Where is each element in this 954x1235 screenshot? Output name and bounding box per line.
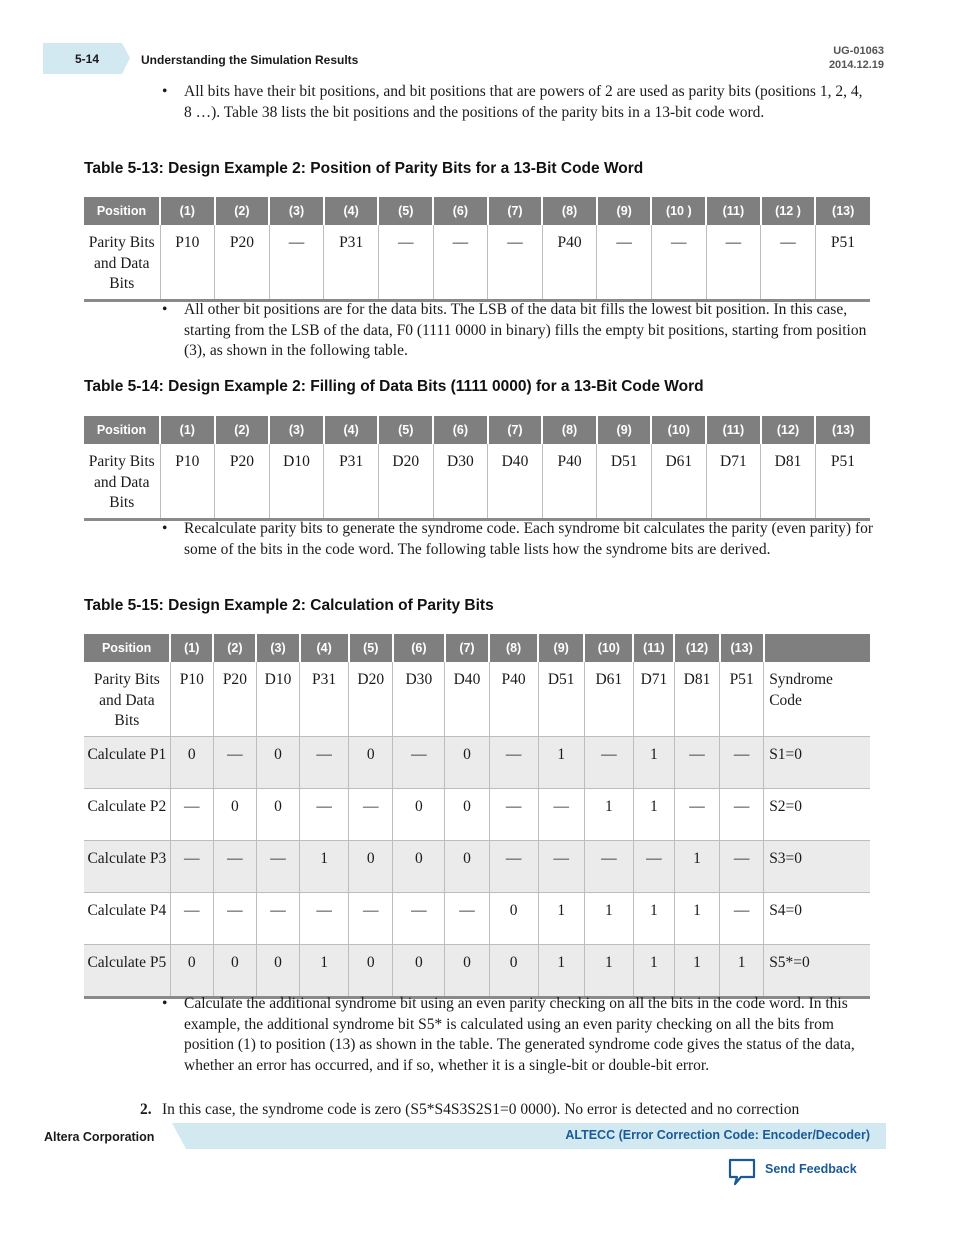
column-header: (12 ) <box>761 197 816 225</box>
bit-cell <box>349 662 393 736</box>
bit-cell: 0 <box>445 788 489 840</box>
bit-cell <box>445 662 489 736</box>
column-header: (9) <box>597 197 652 225</box>
column-header: (5) <box>349 634 393 662</box>
bit-value: 0 <box>424 671 433 688</box>
column-header: (12) <box>761 416 816 444</box>
bit-cell <box>597 444 652 519</box>
column-header: Position <box>84 634 170 662</box>
bit-name: P1 <box>175 234 192 251</box>
bit-value: 1 <box>745 671 754 688</box>
bit-cell <box>433 225 488 300</box>
column-header: (13) <box>815 197 870 225</box>
column-header: (3) <box>269 416 324 444</box>
column-header: (7) <box>445 634 489 662</box>
bit-name: P5 <box>830 453 848 470</box>
bit-name: D7 <box>720 453 739 470</box>
bit-name: P3 <box>339 234 356 251</box>
bit-cell: — <box>633 840 674 892</box>
bit-name: P4 <box>557 453 574 470</box>
bit-name: — <box>288 234 305 251</box>
bit-cell: — <box>445 892 489 944</box>
syndrome-value: S1=0 <box>764 736 870 788</box>
bit-cell: — <box>170 892 213 944</box>
bit-cell: 1 <box>720 944 764 997</box>
bit-cell <box>160 225 215 300</box>
table-5-15-caption: Table 5-15: Design Example 2: Calculation of Parity Bits <box>84 597 494 614</box>
bit-cell: 1 <box>633 788 674 840</box>
column-header: (7) <box>488 416 543 444</box>
bit-value: 1 <box>614 671 623 688</box>
bit-name: D1 <box>283 453 303 470</box>
table-row <box>84 944 870 997</box>
bit-value: 1 <box>847 234 855 251</box>
bit-value: 0 <box>465 453 474 470</box>
bit-name: D4 <box>453 671 473 688</box>
bit-cell: — <box>538 788 584 840</box>
bit-cell: 0 <box>445 736 489 788</box>
bit-value: 0 <box>191 234 200 251</box>
bit-cell <box>542 444 597 519</box>
bit-cell: — <box>393 736 445 788</box>
bit-value: 1 <box>684 453 693 470</box>
bit-name: D7 <box>640 671 660 688</box>
column-header: (9) <box>538 634 584 662</box>
bit-cell <box>815 225 870 300</box>
bit-cell <box>542 225 597 300</box>
column-header: (10 ) <box>651 197 706 225</box>
bit-cell: 0 <box>256 944 299 997</box>
bullet-data-bits: • All other bit positions are for the data bits. The LSB of the data bit fills the lowest bit position. In this case, starting from the LSB of the data, F0 (1111 0000 in binary) fills the empty bit positions, starting from position (3), as shown in the following table. <box>184 300 874 362</box>
bit-cell: 0 <box>213 944 256 997</box>
column-header: (11) <box>633 634 674 662</box>
bit-value: 0 <box>196 671 204 688</box>
speech-bubble-icon[interactable] <box>727 1157 757 1187</box>
document-date: 2014.12.19 <box>828 59 884 71</box>
bit-name: D3 <box>447 453 466 470</box>
row-label: Calculate P4 <box>84 892 170 944</box>
bit-value: 0 <box>517 671 526 688</box>
column-header: (1) <box>170 634 213 662</box>
bit-name: P1 <box>175 453 192 470</box>
bit-cell: 1 <box>633 736 674 788</box>
bit-value: 1 <box>702 671 711 688</box>
bit-name: D3 <box>405 671 425 688</box>
bit-cell: — <box>538 840 584 892</box>
bit-cell: — <box>674 736 719 788</box>
bit-cell <box>761 225 816 300</box>
bit-cell: — <box>720 736 764 788</box>
bit-cell: 0 <box>349 736 393 788</box>
column-header: (11) <box>706 416 761 444</box>
bit-value: 1 <box>793 453 802 470</box>
column-header: Position <box>84 197 160 225</box>
bit-cell <box>651 444 706 519</box>
bit-cell: 0 <box>393 944 445 997</box>
bit-name: D6 <box>595 671 615 688</box>
bit-cell <box>300 662 349 736</box>
bit-value: 0 <box>239 671 247 688</box>
table-5-14 <box>84 416 870 521</box>
bit-cell: 0 <box>393 840 445 892</box>
step-2 <box>140 1100 882 1121</box>
bit-cell <box>433 444 488 519</box>
bit-cell <box>706 444 761 519</box>
table-5-13 <box>84 197 870 302</box>
document-id: UG-01063 <box>833 45 884 57</box>
column-header: (5) <box>378 416 433 444</box>
bit-cell: 0 <box>349 944 393 997</box>
table-row <box>84 662 870 736</box>
bit-cell <box>269 225 324 300</box>
column-header: (13) <box>815 416 870 444</box>
bit-cell: — <box>213 840 256 892</box>
bit-name: D8 <box>774 453 794 470</box>
bit-cell <box>488 225 543 300</box>
footer-document-link[interactable]: ALTECC (Error Correction Code: Encoder/Decoder) <box>565 1128 870 1142</box>
bit-value: 1 <box>847 453 855 470</box>
bit-cell: — <box>489 840 538 892</box>
bit-name: — <box>725 234 742 251</box>
column-header: (13) <box>720 634 764 662</box>
bit-cell: 0 <box>489 944 538 997</box>
bullet-parity-positions: • All bits have their bit positions, and bit positions that are powers of 2 are used as parity bits (positions 1, 2, 4, 8 …). Table 38 lists the bit positions and the positions of the parity bits in a 13-bit code word. <box>184 82 874 123</box>
syndrome-value: S4=0 <box>764 892 870 944</box>
bit-value: 0 <box>191 453 200 470</box>
bit-cell <box>215 444 270 519</box>
column-header: (5) <box>378 197 433 225</box>
column-header: (4) <box>324 197 379 225</box>
table-5-15 <box>84 634 870 999</box>
bit-name: D2 <box>392 453 412 470</box>
bit-cell: — <box>300 736 349 788</box>
bit-value: 0 <box>283 671 292 688</box>
bit-cell <box>597 225 652 300</box>
bit-cell: — <box>489 736 538 788</box>
bit-name: — <box>780 234 796 251</box>
bit-name: — <box>671 234 687 251</box>
bit-name: — <box>397 234 414 251</box>
bit-cell: 1 <box>633 944 674 997</box>
bit-value: 0 <box>302 453 310 470</box>
bit-cell: 1 <box>674 892 719 944</box>
column-header: Position <box>84 416 160 444</box>
bit-name: P2 <box>222 671 240 688</box>
bit-name: P5 <box>729 671 746 688</box>
bit-cell <box>213 662 256 736</box>
bit-cell: — <box>256 892 299 944</box>
column-header: (6) <box>433 197 488 225</box>
bit-cell: 0 <box>349 840 393 892</box>
bit-cell: 1 <box>584 892 633 944</box>
bit-cell <box>720 662 764 736</box>
table-row <box>84 225 870 300</box>
bit-cell: — <box>300 892 349 944</box>
bit-name: D6 <box>665 453 685 470</box>
row-label: Parity Bits and Data Bits <box>84 225 160 300</box>
table-5-14-caption: Table 5-14: Design Example 2: Filling of Data Bits (1111 0000) for a 13-Bit Code Word <box>84 378 704 395</box>
row-label: Calculate P1 <box>84 736 170 788</box>
column-header <box>764 634 870 662</box>
bit-cell <box>584 662 633 736</box>
bit-name: P2 <box>229 453 247 470</box>
row-label: Parity Bits and Data Bits <box>84 444 160 519</box>
table-header-row <box>84 634 870 662</box>
bit-value: 1 <box>566 671 575 688</box>
bit-cell: 0 <box>256 788 299 840</box>
table-5-13-caption: Table 5-13: Design Example 2: Position of Parity Bits for a 13-Bit Code Word <box>84 160 644 177</box>
bit-cell <box>170 662 213 736</box>
column-header: (6) <box>393 634 445 662</box>
bit-cell <box>488 444 543 519</box>
bit-cell: 1 <box>300 944 349 997</box>
bit-cell: 0 <box>393 788 445 840</box>
column-header: (2) <box>215 416 270 444</box>
bit-cell: — <box>256 840 299 892</box>
send-feedback-link[interactable]: Send Feedback <box>765 1162 857 1176</box>
bullet-additional-syndrome: • Calculate the additional syndrome bit using an even parity checking on all the bits in the code word. In this example, the additional syndrome bit S5* is calculated using an even parity checking on all the bits from position (1) to position (13) as shown in the table. The generated syndrome code gives the status of the data, whether an error has occurred, and if so, whether it is a single-bit or double-bit error. <box>184 994 874 1076</box>
bit-cell <box>378 225 433 300</box>
bit-value: 0 <box>246 453 254 470</box>
column-header: (3) <box>256 634 299 662</box>
bit-cell: 0 <box>445 944 489 997</box>
syndrome-header: Syndrome Code <box>764 662 870 736</box>
bit-cell: — <box>720 892 764 944</box>
page-number: 5-14 <box>75 52 100 66</box>
column-header: (11) <box>706 197 761 225</box>
bit-cell: 1 <box>584 788 633 840</box>
table-header-row <box>84 197 870 225</box>
row-label: Parity Bits and Data Bits <box>84 662 170 736</box>
bit-value: 1 <box>328 671 337 688</box>
table-row <box>84 788 870 840</box>
bit-name: P5 <box>830 234 848 251</box>
bit-cell <box>761 444 816 519</box>
bit-cell: 1 <box>300 840 349 892</box>
bit-cell: 1 <box>538 736 584 788</box>
column-header: (7) <box>488 197 543 225</box>
bit-cell: — <box>489 788 538 840</box>
bit-cell <box>633 662 674 736</box>
bit-cell <box>651 225 706 300</box>
bit-cell <box>538 662 584 736</box>
bit-value: 1 <box>659 671 668 688</box>
column-header: (2) <box>215 197 270 225</box>
bit-value: 1 <box>355 234 364 251</box>
bit-cell: — <box>584 736 633 788</box>
column-header: (4) <box>324 416 379 444</box>
bit-cell <box>269 444 324 519</box>
bit-cell <box>393 662 445 736</box>
bit-name: P3 <box>312 671 329 688</box>
bit-cell: — <box>720 788 764 840</box>
bit-name: P3 <box>339 453 356 470</box>
bullet-recalculate-parity: • Recalculate parity bits to generate the syndrome code. Each syndrome bit calculates the parity (even parity) for some of the bits in the code word. The following table lists how the syndrome bits are derived. <box>184 519 874 560</box>
column-header: (2) <box>213 634 256 662</box>
document-info <box>829 44 884 72</box>
row-label: Calculate P2 <box>84 788 170 840</box>
step-text: In this case, the syndrome code is zero (S5*S4S3S2S1=0 0000). No error is detected and no correction <box>162 1101 800 1118</box>
bit-cell <box>815 444 870 519</box>
bit-value: 1 <box>629 453 638 470</box>
column-header: (8) <box>542 197 597 225</box>
column-header: (1) <box>160 416 215 444</box>
bit-cell: — <box>213 736 256 788</box>
syndrome-value: S3=0 <box>764 840 870 892</box>
bit-cell: — <box>300 788 349 840</box>
column-header: (1) <box>160 197 215 225</box>
bit-cell: — <box>213 892 256 944</box>
bit-name: P4 <box>557 234 574 251</box>
bit-cell <box>324 444 379 519</box>
bit-cell: — <box>170 788 213 840</box>
bit-cell <box>160 444 215 519</box>
bit-value: 0 <box>376 671 385 688</box>
bit-value: 1 <box>739 453 747 470</box>
bit-cell: — <box>393 892 445 944</box>
bit-cell <box>674 662 719 736</box>
bit-cell <box>489 662 538 736</box>
footer-company: Altera Corporation <box>44 1130 155 1144</box>
bit-name: — <box>507 234 523 251</box>
bit-name: — <box>616 234 632 251</box>
bit-cell: — <box>170 840 213 892</box>
bit-cell: 0 <box>445 840 489 892</box>
bit-name: D1 <box>264 671 284 688</box>
table-row <box>84 444 870 519</box>
bit-name: D5 <box>610 453 630 470</box>
bit-value: 0 <box>573 453 582 470</box>
bit-cell: 1 <box>584 944 633 997</box>
bit-value: 1 <box>355 453 364 470</box>
syndrome-value: S5*=0 <box>764 944 870 997</box>
column-header: (9) <box>597 416 652 444</box>
bit-value: 0 <box>520 453 529 470</box>
bit-cell: — <box>349 892 393 944</box>
bit-cell: 0 <box>170 944 213 997</box>
bit-name: P1 <box>179 671 197 688</box>
bit-cell: 0 <box>489 892 538 944</box>
column-header: (4) <box>300 634 349 662</box>
bit-cell <box>706 225 761 300</box>
column-header: (8) <box>489 634 538 662</box>
bit-cell: 1 <box>538 944 584 997</box>
row-label: Calculate P3 <box>84 840 170 892</box>
bit-cell: 1 <box>538 892 584 944</box>
table-header-row <box>84 416 870 444</box>
bit-cell: 0 <box>213 788 256 840</box>
bit-cell <box>324 225 379 300</box>
row-label: Calculate P5 <box>84 944 170 997</box>
column-header: (8) <box>542 416 597 444</box>
column-header: (3) <box>269 197 324 225</box>
bit-name: D2 <box>357 671 377 688</box>
bit-cell <box>378 444 433 519</box>
bit-name: P2 <box>229 234 247 251</box>
table-row <box>84 840 870 892</box>
column-header: (10) <box>584 634 633 662</box>
bit-cell: 0 <box>170 736 213 788</box>
step-number: 2. <box>140 1101 152 1118</box>
column-header: (10) <box>651 416 706 444</box>
bit-value: 0 <box>573 234 582 251</box>
bit-cell: 1 <box>674 840 719 892</box>
bit-cell: — <box>720 840 764 892</box>
bit-value: 0 <box>472 671 481 688</box>
bit-cell: 1 <box>674 944 719 997</box>
column-header: (12) <box>674 634 719 662</box>
bit-cell: — <box>674 788 719 840</box>
bit-cell: 0 <box>256 736 299 788</box>
section-title: Understanding the Simulation Results <box>141 53 359 67</box>
syndrome-value: S2=0 <box>764 788 870 840</box>
bit-name: P4 <box>501 671 518 688</box>
column-header: (6) <box>433 416 488 444</box>
bit-cell: — <box>349 788 393 840</box>
bit-name: D4 <box>501 453 521 470</box>
table-row <box>84 736 870 788</box>
bit-value: 0 <box>411 453 420 470</box>
table-row <box>84 892 870 944</box>
bit-name: D5 <box>547 671 567 688</box>
bit-name: — <box>452 234 469 251</box>
bit-cell: — <box>584 840 633 892</box>
bit-cell <box>215 225 270 300</box>
bit-cell <box>256 662 299 736</box>
bit-name: D8 <box>683 671 703 688</box>
bit-cell: 1 <box>633 892 674 944</box>
bit-value: 0 <box>246 234 254 251</box>
